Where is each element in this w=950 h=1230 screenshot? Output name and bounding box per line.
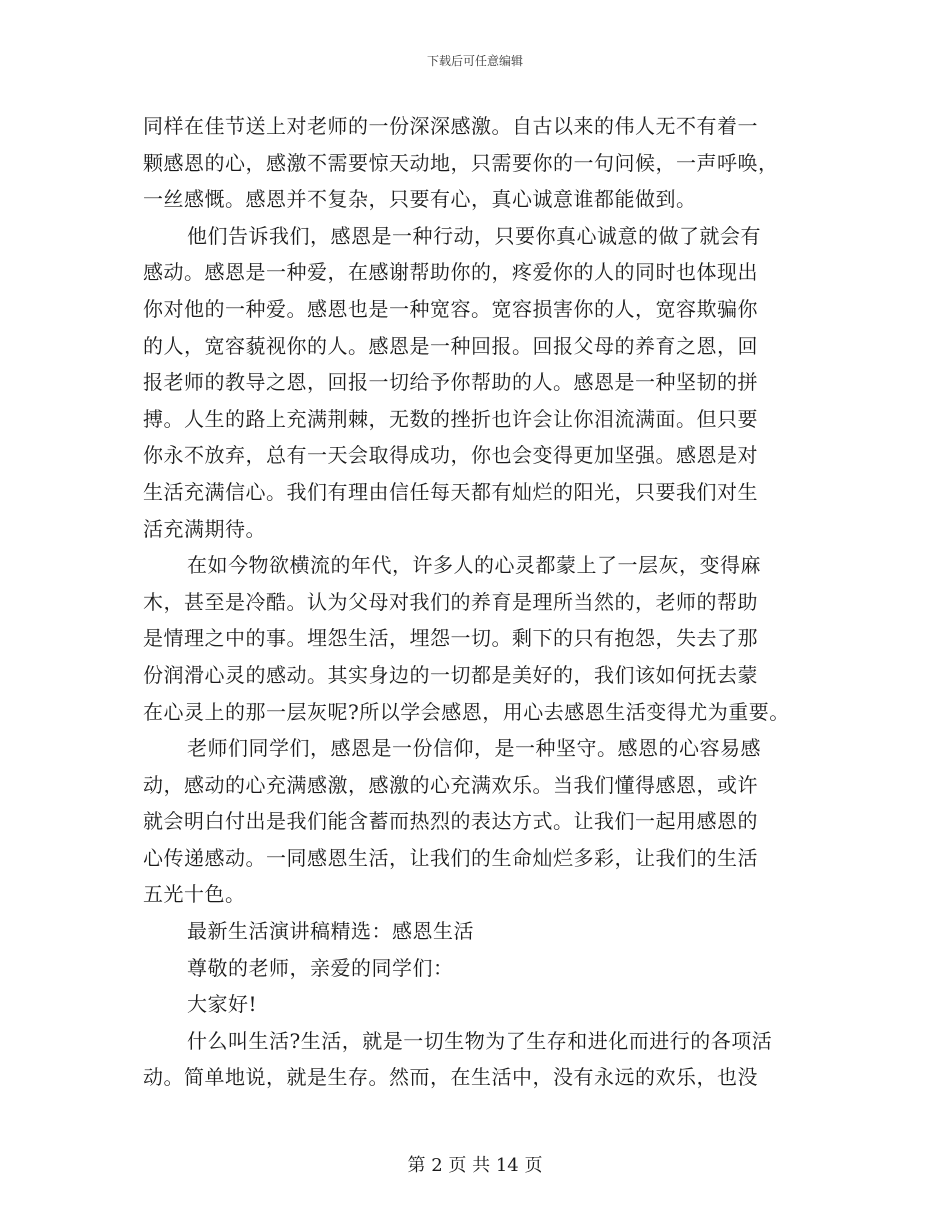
text-line: 你对他的一种爱。感恩也是一种宽容。宽容损害你的人，宽容欺骗你 (143, 296, 758, 321)
text-line: 份润滑心灵的感动。其实身边的一切都是美好的，我们该如何抚去蒙 (143, 662, 758, 687)
text-line: 你永不放弃，总有一天会取得成功，你也会变得更加坚强。感恩是对 (143, 443, 758, 468)
text-line: 感动。感恩是一种爱，在感谢帮助你的，疼爱你的人的同时也体现出 (143, 260, 758, 285)
paragraph-start-line: 老师们同学们，感恩是一份信仰，是一种坚守。感恩的心容易感 (187, 736, 761, 761)
text-line: 心传递感动。一同感恩生活，让我们的生命灿烂多彩，让我们的生活 (143, 845, 758, 870)
text-line: 就会明白付出是我们能含蓄而热烈的表达方式。让我们一起用感恩的 (143, 809, 758, 834)
page-footer: 第 2 页 共 14 页 (407, 1155, 543, 1176)
paragraph-start-line: 在如今物欲横流的年代，许多人的心灵都蒙上了一层灰，变得麻 (187, 553, 761, 578)
text-line: 在心灵上的那一层灰呢?所以学会感恩，用心去感恩生活变得尤为重要。 (143, 699, 790, 724)
text-line: 五光十色。 (143, 882, 246, 907)
text-line: 动。简单地说，就是生存。然而，在生活中，没有永远的欢乐，也没 (143, 1065, 758, 1090)
text-line: 一丝感慨。感恩并不复杂，只要有心，真心诚意谁都能做到。 (143, 187, 697, 212)
salutation: 尊敬的老师，亲爱的同学们： (187, 955, 454, 980)
page-header: 下载后可任意编辑 (426, 54, 523, 68)
paragraph-start-line: 他们告诉我们，感恩是一种行动，只要你真心诚意的做了就会有 (187, 223, 761, 248)
text-line: 是情理之中的事。埋怨生活，埋怨一切。剩下的只有抱怨，失去了那 (143, 626, 758, 651)
text-line: 颗感恩的心，感激不需要惊天动地，只需要你的一句问候，一声呼唤， (143, 150, 779, 175)
document-body (143, 108, 803, 1096)
text-line: 生活充满信心。我们有理由信任每天都有灿烂的阳光，只要我们对生 (143, 479, 758, 504)
paragraph-start-line: 什么叫生活?生活，就是一切生物为了生存和进化而进行的各项活 (187, 1028, 773, 1053)
greeting: 大家好! (187, 992, 258, 1017)
text-line: 活充满期待。 (143, 516, 266, 541)
text-line: 同样在佳节送上对老师的一份深深感激。自古以来的伟人无不有着一 (143, 114, 758, 138)
text-line: 的人，宽容藐视你的人。感恩是一种回报。回报父母的养育之恩，回 (143, 333, 758, 358)
text-line: 搏。人生的路上充满荆棘，无数的挫折也许会让你泪流满面。但只要 (143, 406, 758, 431)
text-line: 木，甚至是冷酷。认为父母对我们的养育是理所当然的，老师的帮助 (143, 589, 758, 614)
section-title: 最新生活演讲稿精选：感恩生活 (187, 919, 474, 944)
text-line: 动，感动的心充满感激，感激的心充满欢乐。当我们懂得感恩，或许 (143, 772, 758, 797)
text-line: 报老师的教导之恩，回报一切给予你帮助的人。感恩是一种坚韧的拼 (143, 370, 758, 395)
